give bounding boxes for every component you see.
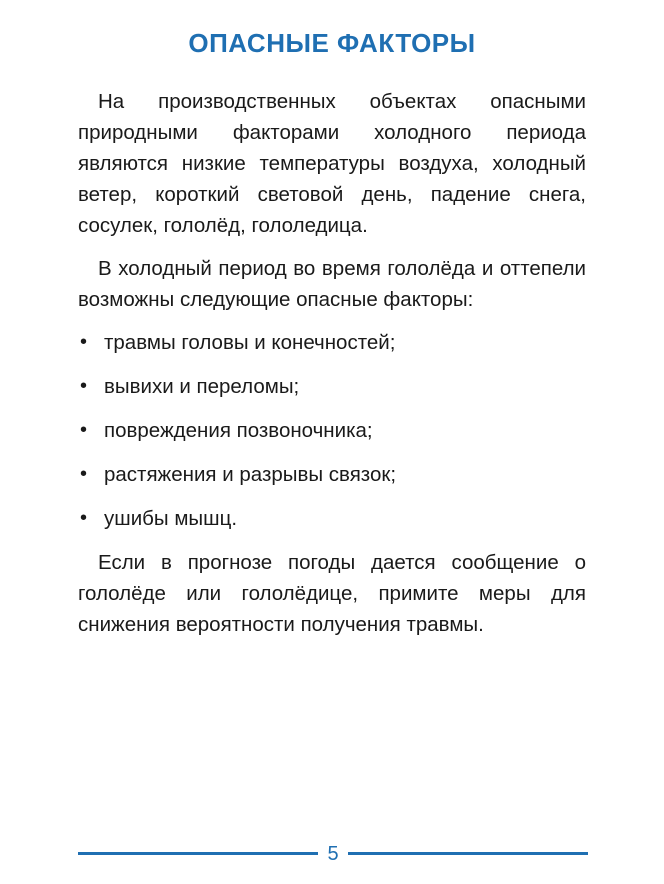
list-item xyxy=(78,327,586,358)
list-item xyxy=(78,371,586,402)
page-footer xyxy=(78,840,588,868)
list-item-text: травмы головы и конечностей; xyxy=(104,331,396,354)
bullet-icon: • xyxy=(80,419,88,441)
list-item-text: вывихи и переломы; xyxy=(104,375,300,398)
list-item-text: повреждения позвоночника; xyxy=(104,419,373,442)
list-item-text: ушибы мышц. xyxy=(104,507,238,530)
list-item xyxy=(78,459,586,490)
footer-divider-left xyxy=(78,852,318,855)
intro-paragraph: На производственных объектах опасными природными факторами холодного периода являются низкие температуры воздуха, холодный ветер, короткий световой день, падение снега, сосулек, гололёд, гололедица. xyxy=(78,90,586,237)
footer-divider-right xyxy=(348,852,588,855)
list-item xyxy=(78,415,586,446)
bullet-icon: • xyxy=(80,331,88,353)
page-content xyxy=(78,86,586,652)
closing-paragraph: Если в прогнозе погоды дается сообщение о гололёде или гололёдице, примите меры для снижения вероятности получения травмы. xyxy=(78,551,586,636)
page-title: ОПАСНЫЕ ФАКТОРЫ xyxy=(188,28,476,58)
page-number: 5 xyxy=(327,843,339,865)
bullet-icon: • xyxy=(80,463,88,485)
list-item xyxy=(78,503,586,534)
factors-lead-paragraph: В холодный период во время гололёда и оттепели возможны следующие опасные факторы: xyxy=(78,257,586,311)
hazard-list xyxy=(78,327,586,534)
bullet-icon: • xyxy=(80,375,88,397)
bullet-icon: • xyxy=(80,507,88,529)
list-item-text: растяжения и разрывы связок; xyxy=(104,463,397,486)
